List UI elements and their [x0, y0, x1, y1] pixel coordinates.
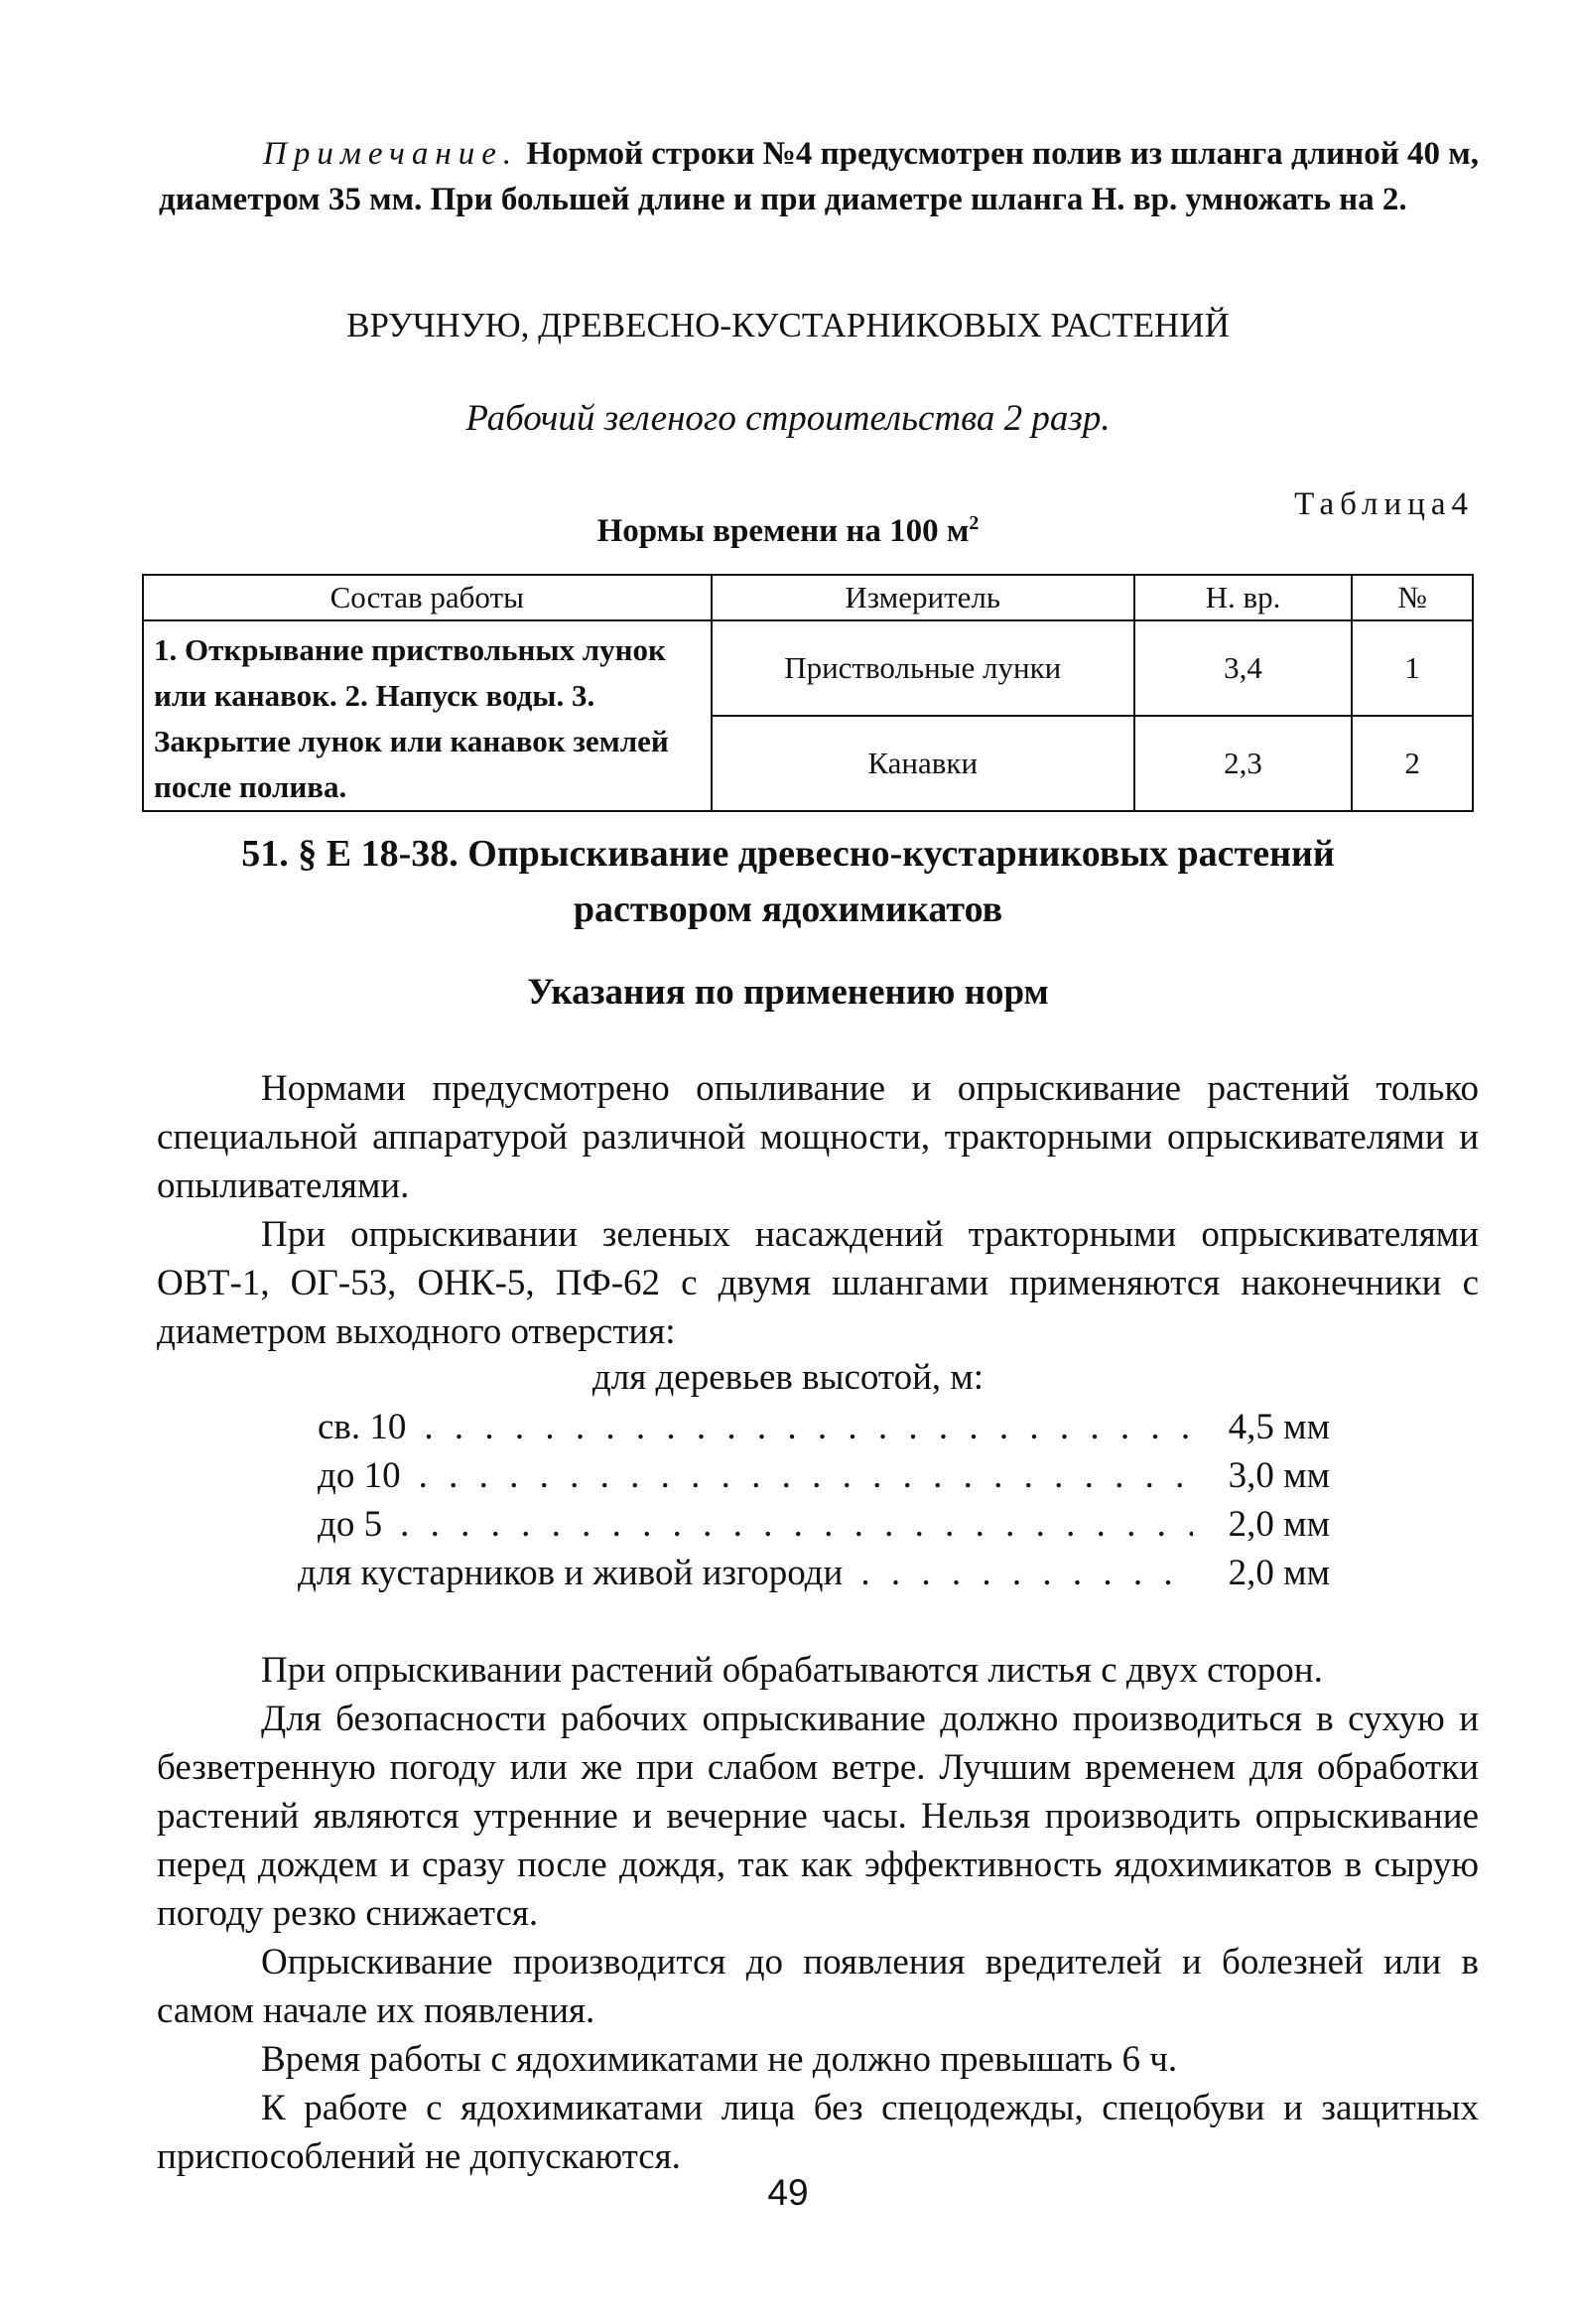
- page-number: 49: [767, 2172, 809, 2213]
- dot-leader: [424, 1406, 1193, 1448]
- dot-leader: [400, 1503, 1193, 1546]
- instructions-subtitle: Указания по применению норм: [527, 972, 1049, 1013]
- cell-norm: 3,4: [1134, 620, 1352, 716]
- paragraph-text: К работе с ядохимикатами лица без спецодежды, спецобуви и защитных приспособлений не допускаются.: [157, 2088, 1479, 2177]
- table-row: [143, 620, 1473, 716]
- table-title-text: Нормы времени на 100 м: [596, 513, 970, 549]
- header-work-composition: Состав работы: [143, 575, 712, 620]
- table-title: [0, 512, 1576, 550]
- cell-norm: 2,3: [1134, 716, 1352, 811]
- table-title-superscript: 2: [969, 512, 980, 534]
- note-paragraph: [159, 131, 1479, 222]
- paragraph-title: [0, 826, 1576, 937]
- diameter-value: 2,0 мм: [1228, 1553, 1330, 1593]
- body-paragraph: [157, 1646, 1479, 1695]
- note-text: Нормой строки №4 предусмотрен полив из шланга длиной 40 м, диаметром 35 мм. При большей длине и при диаметре шланга Н. вр. умножать на 2.: [159, 136, 1479, 217]
- cell-number: 2: [1352, 716, 1473, 811]
- norms-table: [142, 574, 1474, 812]
- diameter-label: до 10: [318, 1455, 401, 1496]
- diameter-value: 2,0 мм: [1228, 1504, 1330, 1545]
- table-header-row: [143, 575, 1473, 620]
- dot-leader: [419, 1454, 1193, 1497]
- section-heading: ВРУЧНУЮ, ДРЕВЕСНО-КУСТАРНИКОВЫХ РАСТЕНИЙ: [346, 306, 1230, 344]
- paragraph-title-line1: 51. § Е 18-38. Опрыскивание древесно-кустарниковых растений: [241, 833, 1335, 875]
- diameter-value: 4,5 мм: [1228, 1407, 1330, 1447]
- paragraph-text: Время работы с ядохимикатами не должно превышать 6 ч.: [261, 2039, 1178, 2080]
- paragraph-text: При опрыскивании растений обрабатываются листья с двух сторон.: [261, 1650, 1323, 1691]
- diameter-row: [318, 1503, 1330, 1546]
- paragraph-text: При опрыскивании зеленых насаждений тракторными опрыскивателями ОВТ-1, ОГ-53, ОНК-5, ПФ-62 с двумя шлангами применяются наконечники с диаметром выходного отверстия:: [157, 1214, 1479, 1352]
- diameter-value: 3,0 мм: [1228, 1455, 1330, 1496]
- paragraph-text: Для безопасности рабочих опрыскивание должно производиться в сухую и безветренную погоду или же при слабом ветре. Лучшим временем для обработки растений являются утренние и вечерние часы. Нельзя производить опрыскивание перед дождем и сразу после дождя, так как эффективность ядохимикатов в сырую погоду резко снижается.: [157, 1699, 1479, 1934]
- trees-label: для деревьев высотой, м:: [591, 1357, 985, 1398]
- cell-number: 1: [1352, 620, 1473, 716]
- diameter-label: св. 10: [318, 1407, 407, 1447]
- body-paragraph: [157, 1210, 1479, 1356]
- body-paragraph: [157, 1064, 1479, 1210]
- body-paragraph: [157, 1695, 1479, 1938]
- table-label: Таблица4: [1294, 486, 1474, 522]
- dot-leader: [860, 1552, 1193, 1594]
- worker-grade: Рабочий зеленого строительства 2 разр.: [465, 398, 1111, 439]
- diameter-row: [318, 1406, 1330, 1448]
- diameter-label: до 5: [318, 1504, 383, 1545]
- paragraph-text: Опрыскивание производится до появления вредителей и болезней или в самом начале их появления.: [157, 1942, 1479, 2031]
- body-paragraph: [157, 2035, 1479, 2084]
- paragraph-text: Нормами предусмотрено опыливание и опрыскивание растений только специальной аппаратурой различной мощности, тракторными опрыскивателями и опыливателями.: [157, 1068, 1479, 1206]
- diameter-row: [318, 1454, 1330, 1497]
- cell-unit: Приствольные лунки: [712, 620, 1134, 716]
- header-norm: Н. вр.: [1134, 575, 1352, 620]
- header-unit: Измеритель: [712, 575, 1134, 620]
- diameter-row: [298, 1552, 1330, 1594]
- paragraph-title-line2: раствором ядохимикатов: [573, 889, 1003, 930]
- diameter-label: для кустарников и живой изгороди: [298, 1553, 844, 1593]
- cell-unit: Канавки: [712, 716, 1134, 811]
- body-paragraph: [157, 2084, 1479, 2181]
- work-description: 1. Открывание приствольных лунок или канавок. 2. Напуск воды. 3. Закрытие лунок или канавок землей после полива.: [143, 620, 712, 811]
- header-number: №: [1352, 575, 1473, 620]
- body-paragraph: [157, 1938, 1479, 2035]
- note-label: Примечание.: [263, 136, 519, 172]
